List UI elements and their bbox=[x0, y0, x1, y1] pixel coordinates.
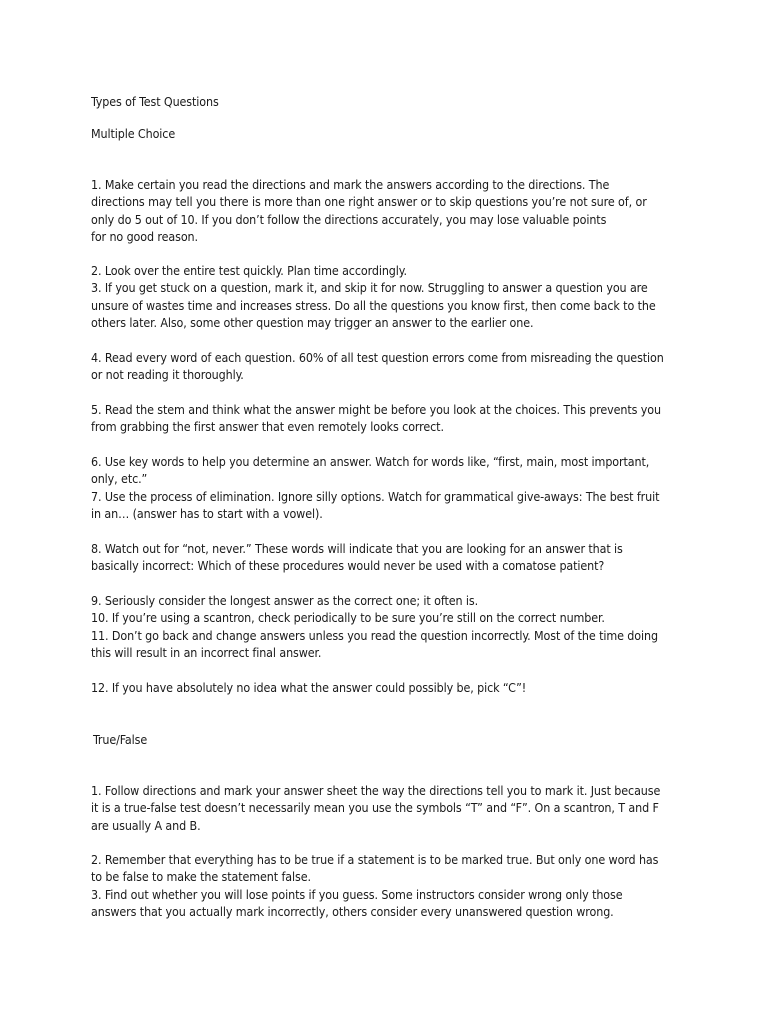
text-line: 5. Read the stem and think what the answer might be before you look at the choices. This prevents you bbox=[91, 402, 661, 417]
text-line: 7. Use the process of elimination. Ignore silly options. Watch for grammatical give-aways: The best fruit bbox=[91, 488, 660, 504]
text-line: this will result in an incorrect final answer. bbox=[91, 645, 322, 661]
text-line: 1. Make certain you read the directions and mark the answers according to the directions. The bbox=[91, 177, 610, 192]
paragraph-mc-1 bbox=[91, 176, 681, 246]
text-line: 3. If you get stuck on a question, mark it, and skip it for now. Struggling to answer a question you are bbox=[91, 280, 648, 296]
heading-text: Multiple Choice bbox=[91, 126, 176, 141]
text-line: to be false to make the statement false. bbox=[91, 869, 311, 885]
section-heading-multiple-choice bbox=[91, 125, 681, 142]
text-line: directions may tell you there is more than one right answer or to skip questions you’re not sure of, or bbox=[91, 194, 647, 210]
text-line: 2. Look over the entire test quickly. Plan time accordingly. bbox=[91, 263, 407, 278]
text-line: others later. Also, some other question may trigger an answer to the earlier one. bbox=[91, 315, 534, 331]
paragraph-mc-2 bbox=[91, 262, 681, 332]
text-line: 9. Seriously consider the longest answer as the correct one; it often is. bbox=[91, 593, 479, 608]
section-heading-true-false bbox=[93, 731, 683, 748]
text-line: 2. Remember that everything has to be true if a statement is to be marked true. But only one word has bbox=[91, 852, 659, 867]
paragraph-tf-2 bbox=[91, 851, 681, 921]
text-line: 10. If you’re using a scantron, check periodically to be sure you’re still on the correct number. bbox=[91, 610, 605, 626]
paragraph-mc-5 bbox=[91, 453, 681, 523]
text-line: 8. Watch out for “not, never.” These words will indicate that you are looking for an answer that is bbox=[91, 541, 623, 556]
text-line: 6. Use key words to help you determine an answer. Watch for words like, “first, main, most important, bbox=[91, 454, 650, 469]
paragraph-mc-3 bbox=[91, 349, 681, 384]
text-line: 12. If you have absolutely no idea what the answer could possibly be, pick “C”! bbox=[91, 680, 527, 695]
text-line: only, etc.” bbox=[91, 471, 148, 487]
paragraph-mc-8 bbox=[91, 679, 681, 696]
paragraph-tf-1 bbox=[91, 782, 681, 834]
text-line: basically incorrect: Which of these procedures would never be used with a comatose patient? bbox=[91, 558, 605, 574]
text-line: or not reading it thoroughly. bbox=[91, 367, 244, 383]
text-line: only do 5 out of 10. If you don’t follow the directions accurately, you may lose valuable points bbox=[91, 211, 607, 227]
paragraph-mc-6 bbox=[91, 540, 681, 575]
text-line: from grabbing the first answer that even remotely looks correct. bbox=[91, 419, 444, 435]
text-line: it is a true-false test doesn’t necessarily mean you use the symbols “T” and “F”. On a scantron, T and F bbox=[91, 800, 659, 816]
text-line: answers that you actually mark incorrectly, others consider every unanswered question wrong. bbox=[91, 904, 614, 920]
paragraph-mc-4 bbox=[91, 401, 681, 436]
text-line: are usually A and B. bbox=[91, 817, 201, 833]
paragraph-mc-7 bbox=[91, 592, 681, 662]
text-line: 4. Read every word of each question. 60% of all test question errors come from misreading the question bbox=[91, 350, 664, 365]
document-title bbox=[91, 93, 681, 110]
text-line: for no good reason. bbox=[91, 229, 198, 245]
text-line: 1. Follow directions and mark your answer sheet the way the directions tell you to mark it. Just because bbox=[91, 783, 661, 798]
text-line: 3. Find out whether you will lose points if you guess. Some instructors consider wrong only those bbox=[91, 886, 623, 902]
text-line: unsure of wastes time and increases stress. Do all the questions you know first, then come back to the bbox=[91, 297, 656, 313]
title-text: Types of Test Questions bbox=[91, 94, 219, 109]
text-line: in an… (answer has to start with a vowel). bbox=[91, 506, 323, 522]
text-line: 11. Don’t go back and change answers unless you read the question incorrectly. Most of the time doing bbox=[91, 627, 658, 643]
heading-text: True/False bbox=[93, 732, 148, 747]
